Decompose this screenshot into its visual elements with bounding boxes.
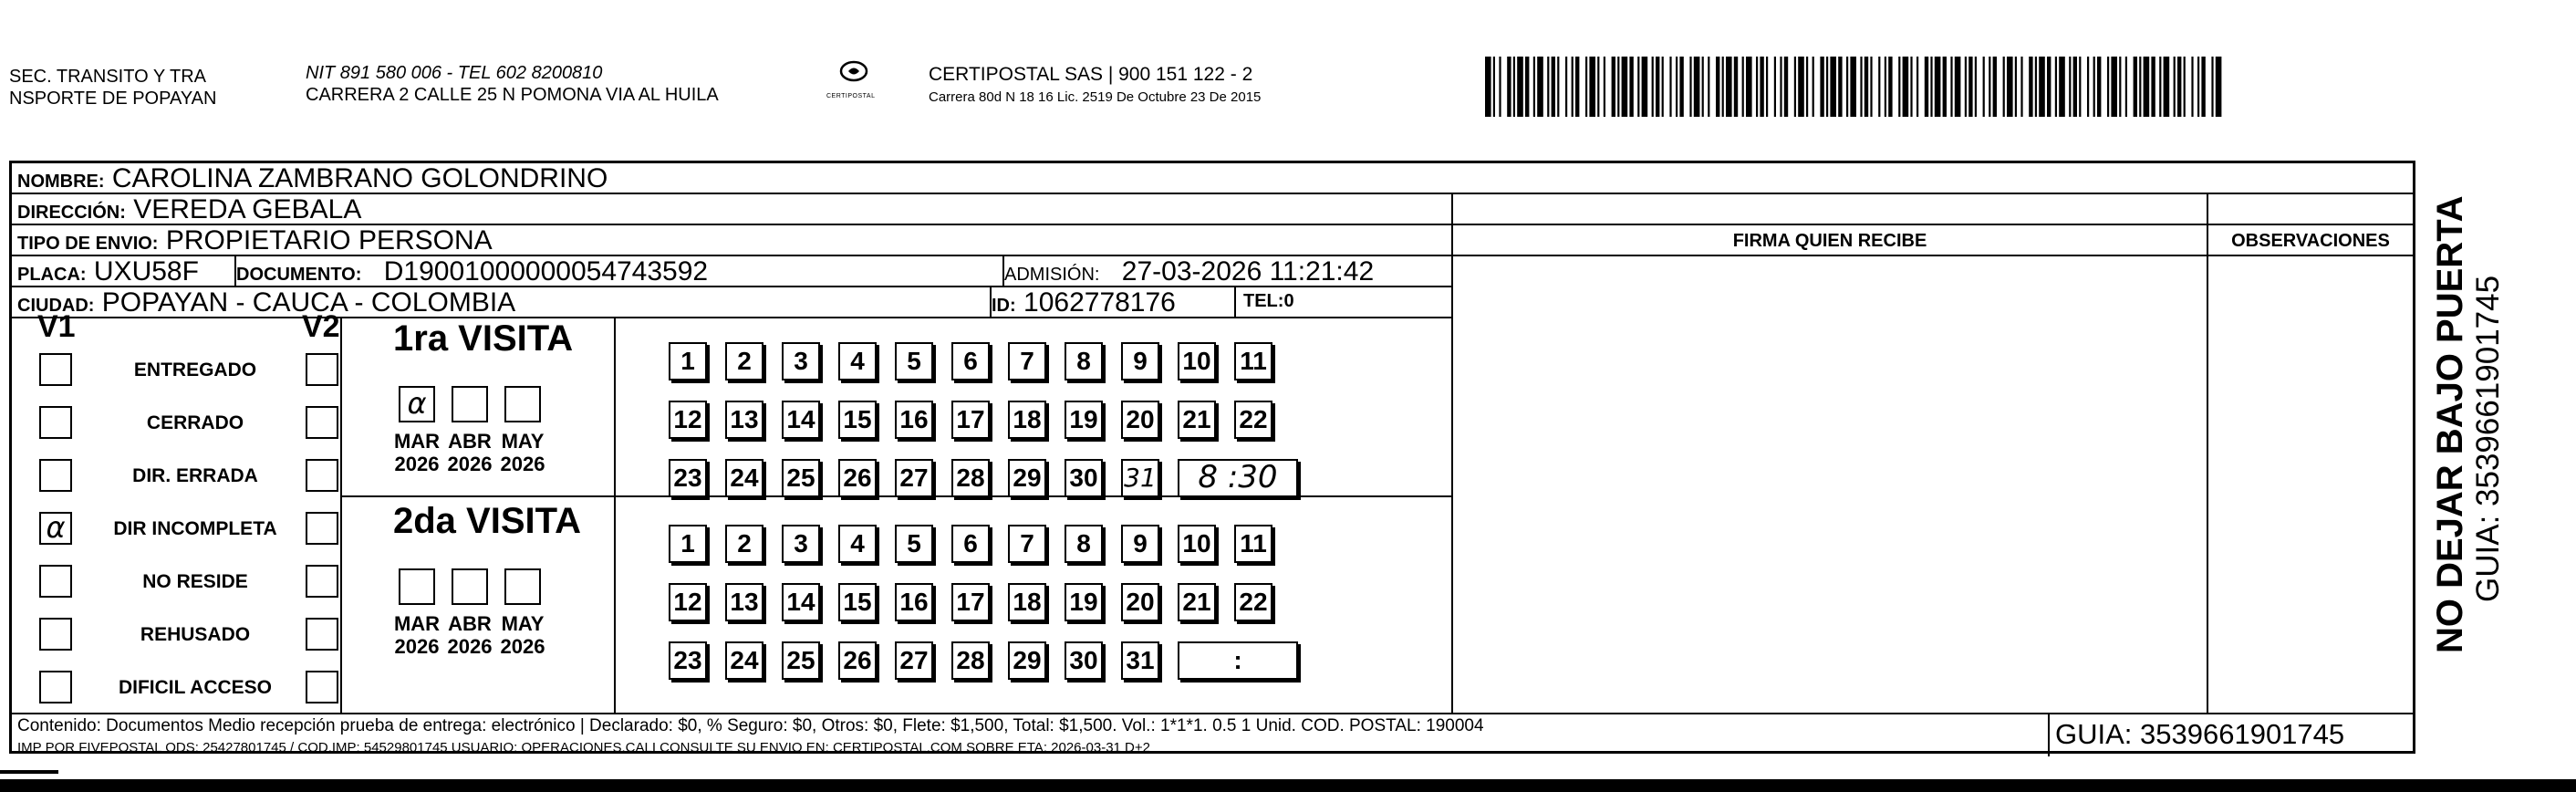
barcode-bar — [2201, 57, 2205, 117]
barcode-bar — [1950, 57, 1952, 117]
barcode-bar — [2197, 57, 2199, 117]
visit1-month-checkbox[interactable] — [504, 386, 541, 422]
visit1-day-box[interactable]: 27 — [895, 459, 933, 497]
barcode-bar — [2079, 57, 2081, 117]
observaciones-field[interactable] — [2208, 256, 2413, 713]
v1-checkbox[interactable] — [39, 671, 72, 703]
sender-entity-line1: SEC. TRANSITO Y TRA — [9, 67, 206, 87]
v1-checkbox[interactable]: α — [39, 512, 72, 545]
ciudad-value: POPAYAN - CAUCA - COLOMBIA — [101, 287, 516, 318]
barcode-bar — [1965, 57, 1967, 117]
barcode-bar — [2177, 57, 2181, 117]
barcode — [1485, 57, 2224, 117]
visit1-day-box[interactable]: 4 — [838, 342, 877, 380]
visit1-month-year: 2026 — [500, 453, 545, 475]
v1-checkbox[interactable] — [39, 618, 72, 651]
barcode-bar — [1689, 57, 1691, 117]
status-option-label: DIR. ERRADA — [132, 465, 258, 486]
barcode-bar — [2097, 57, 2101, 117]
barcode-bar — [2035, 57, 2037, 117]
sender-entity-line2: NSPORTE DE POPAYAN — [9, 89, 217, 109]
barcode-bar — [1597, 57, 1599, 117]
visit1-month-name: ABR — [448, 430, 492, 453]
visit2-month-name: MAR — [393, 612, 441, 635]
visit1-day-box[interactable]: 11 — [1234, 342, 1272, 380]
barcode-bar — [1943, 57, 1947, 117]
sender-nit: NIT 891 580 006 - TEL 602 8200810 — [306, 63, 603, 83]
documento-value: D19001000000054743592 — [383, 256, 709, 287]
courier-logo — [826, 57, 885, 99]
courier-license: Carrera 80d N 18 16 Lic. 2519 De Octubre 23 De 2015 — [929, 89, 1262, 105]
visit1-day-box[interactable]: 17 — [951, 401, 990, 439]
barcode-bar — [2191, 57, 2193, 117]
admision-label: ADMISIÓN: — [1004, 265, 1100, 285]
barcode-bar — [2119, 57, 2121, 117]
divider — [12, 713, 2413, 714]
visit1-month-label — [497, 430, 548, 475]
visit2-month-label — [444, 612, 495, 658]
courier-info — [929, 64, 1261, 105]
admision-cell — [1004, 256, 1374, 287]
status-option-label: REHUSADO — [140, 624, 251, 645]
status-option-label: NO RESIDE — [142, 571, 248, 592]
visit1-day-box[interactable]: 24 — [725, 459, 763, 497]
barcode-bar — [1860, 57, 1862, 117]
barcode-bar — [1993, 57, 1997, 117]
visit1-month-year: 2026 — [447, 453, 493, 475]
visit2-day-box[interactable]: 27 — [895, 641, 933, 680]
visit2-day-box[interactable]: 26 — [838, 641, 877, 680]
id-value: 1062778176 — [1023, 287, 1176, 318]
visit1-day-box[interactable]: 7 — [1008, 342, 1046, 380]
direccion-row — [12, 194, 2413, 225]
visit2-day-box[interactable]: 1 — [669, 525, 707, 563]
divider — [234, 256, 236, 287]
barcode-bar — [1794, 57, 1796, 117]
visit2-day-box[interactable]: 2 — [725, 525, 763, 563]
visit1-day-box[interactable]: 26 — [838, 459, 877, 497]
v1-label: V1 — [37, 309, 76, 344]
barcode-bar — [1676, 57, 1678, 117]
barcode-bar — [2059, 57, 2065, 117]
barcode-bar — [1774, 57, 1776, 117]
divider — [1234, 287, 1236, 318]
visit2-day-box[interactable]: 17 — [951, 583, 990, 621]
barcode-bar — [1642, 57, 1648, 117]
tel-cell — [1243, 291, 1294, 312]
barcode-bar — [1557, 57, 1559, 117]
visit2-day-box[interactable]: 19 — [1065, 583, 1103, 621]
observaciones-header: OBSERVACIONES — [2208, 225, 2413, 256]
visit2-title: 2da VISITA — [393, 501, 581, 541]
divider — [2048, 713, 2050, 756]
barcode-bar — [1864, 57, 1868, 117]
barcode-bar — [1870, 57, 1872, 117]
visit2-day-box[interactable]: 7 — [1008, 525, 1046, 563]
barcode-bar — [1525, 57, 1529, 117]
barcode-bar — [1916, 57, 1918, 117]
visit2-day-box[interactable]: 18 — [1008, 583, 1046, 621]
v2-checkbox[interactable] — [306, 459, 338, 492]
barcode-bar — [1888, 57, 1892, 117]
barcode-bar — [2107, 57, 2109, 117]
barcode-bar — [1612, 57, 1615, 117]
barcode-bar — [1507, 57, 1511, 117]
visit2-day-box[interactable]: 16 — [895, 583, 933, 621]
visit2-day-box[interactable]: 23 — [669, 641, 707, 680]
barcode-bar — [2087, 57, 2089, 117]
v2-checkbox[interactable] — [306, 512, 338, 545]
documento-cell — [236, 256, 708, 287]
status-option-label: CERRADO — [146, 412, 244, 433]
bottom-band — [0, 779, 2576, 792]
barcode-bar — [1784, 57, 1788, 117]
visit1-day-box[interactable]: 1 — [669, 342, 707, 380]
firma-field[interactable] — [1453, 256, 2207, 713]
visit1-month-label — [391, 430, 442, 475]
visit1-day-box[interactable]: 14 — [782, 401, 820, 439]
barcode-bar — [1726, 57, 1732, 117]
status-option-label: DIFICIL ACCESO — [118, 677, 272, 698]
barcode-bar — [2029, 57, 2032, 117]
v2-checkbox[interactable] — [306, 406, 338, 439]
barcode-bar — [2144, 57, 2150, 117]
visit2-day-box[interactable]: 11 — [1234, 525, 1272, 563]
visit1-day-box[interactable]: 16 — [895, 401, 933, 439]
admision-value: 27-03-2026 11:21:42 — [1121, 256, 1375, 287]
barcode-bar — [1652, 57, 1654, 117]
sender-address: CARRERA 2 CALLE 25 N POMONA VIA AL HUILA — [306, 85, 719, 105]
delivery-form — [9, 161, 2415, 754]
divider — [614, 318, 616, 713]
barcode-bar — [2047, 57, 2051, 117]
nombre-value: CAROLINA ZAMBRANO GOLONDRINO — [111, 163, 608, 193]
barcode-bar — [1930, 57, 1932, 117]
visit2-month-name: ABR — [448, 612, 492, 635]
barcode-bar — [1552, 57, 1555, 117]
barcode-bar — [2159, 57, 2161, 117]
courier-name: CERTIPOSTAL SAS | 900 151 122 - 2 — [929, 64, 1253, 85]
barcode-bar — [1694, 57, 1700, 117]
visit1-month-year: 2026 — [394, 453, 440, 475]
barcode-bar — [1547, 57, 1549, 117]
visit2-day-box[interactable]: 22 — [1234, 583, 1272, 621]
side-warning: NO DEJAR BAJO PUERTA — [2430, 195, 2470, 653]
visit2-day-box[interactable]: 29 — [1008, 641, 1046, 680]
visit2-day-box[interactable]: 14 — [782, 583, 820, 621]
barcode-bar — [1766, 57, 1768, 117]
visit2-day-box[interactable]: 25 — [782, 641, 820, 680]
ciudad-label: CIUDAD: — [17, 296, 95, 316]
barcode-bar — [1533, 57, 1535, 117]
visit1-day-box[interactable]: 13 — [725, 401, 763, 439]
barcode-bar — [1850, 57, 1856, 117]
barcode-bar — [1898, 57, 1900, 117]
visit1-day-box[interactable]: 23 — [669, 459, 707, 497]
v2-checkbox[interactable] — [306, 671, 338, 703]
barcode-bar — [2125, 57, 2127, 117]
visit2-day-box[interactable]: 9 — [1121, 525, 1159, 563]
footer-guia: GUIA: 3539661901745 — [2055, 718, 2345, 750]
barcode-bar — [1637, 57, 1639, 117]
courier-logo-text: CERTIPOSTAL — [826, 93, 876, 99]
barcode-bar — [1565, 57, 1567, 117]
visit1-month-checkbox[interactable] — [452, 386, 488, 422]
visit2-month-label — [391, 612, 442, 658]
visit2-day-box[interactable]: 31 — [1121, 641, 1159, 680]
barcode-bar — [1968, 57, 1972, 117]
documento-label: DOCUMENTO: — [236, 265, 362, 285]
visit2-month-checkbox[interactable] — [452, 568, 488, 605]
barcode-bar — [2134, 57, 2137, 117]
barcode-bar — [1826, 57, 1828, 117]
placa-label: PLACA: — [17, 265, 87, 285]
visit1-day-box[interactable]: 19 — [1065, 401, 1103, 439]
barcode-bar — [2111, 57, 2117, 117]
barcode-bar — [1499, 57, 1501, 117]
tel-label: TEL: — [1243, 291, 1284, 311]
barcode-bar — [2164, 57, 2170, 117]
barcode-bar — [1716, 57, 1719, 117]
barcode-bar — [1572, 57, 1574, 117]
barcode-bar — [1604, 57, 1605, 117]
v1-checkbox[interactable] — [39, 459, 72, 492]
barcode-bar — [1935, 57, 1941, 117]
visit1-day-box[interactable]: 31 — [1121, 459, 1159, 497]
id-label: ID: — [992, 296, 1016, 316]
barcode-bar — [1669, 57, 1671, 117]
barcode-bar — [2069, 57, 2071, 117]
footer-imp: IMP POR FIVEPOSTAL ODS: 25427801745 / COD.IMP: 54529801745 USUARIO: OPERACIONES.CALI CONSULTE SU ENVIO EN: CERTIPOSTAL.COM SOBRE ETA: 2026-03-31 D+2 — [17, 740, 1150, 756]
barcode-bar — [1878, 57, 1880, 117]
visit1-day-box[interactable]: 18 — [1008, 401, 1046, 439]
barcode-bar — [2055, 57, 2057, 117]
footer-contenido: Contenido: Documentos Medio recepción prueba de entrega: electrónico | Declarado: $0, % Seguro: $0, Otros: $0, Flete: $1,500, Total: $1,500. Vol.: 1*1*1. 0.5 1 Unid. COD. POSTAL: 190004 — [17, 716, 1484, 735]
barcode-bar — [1513, 57, 1515, 117]
barcode-bar — [1798, 57, 1804, 117]
barcode-bar — [1846, 57, 1848, 117]
barcode-bar — [1702, 57, 1704, 117]
barcode-bar — [2093, 57, 2095, 117]
barcode-bar — [2003, 57, 2005, 117]
visit2-month-checkbox[interactable] — [504, 568, 541, 605]
visit1-day-box[interactable]: 9 — [1121, 342, 1159, 380]
visit2-day-box[interactable]: 28 — [951, 641, 990, 680]
divider — [990, 287, 992, 318]
v1-checkbox[interactable] — [39, 406, 72, 439]
visit1-month-label — [444, 430, 495, 475]
divider — [1002, 256, 1004, 287]
visit2-time-box[interactable]: : — [1178, 641, 1298, 680]
visit2-day-box[interactable]: 30 — [1065, 641, 1103, 680]
visit1-month-checkbox[interactable]: α — [399, 386, 435, 422]
visit1-day-box[interactable]: 21 — [1178, 401, 1216, 439]
barcode-bar — [1585, 57, 1587, 117]
barcode-bar — [1925, 57, 1928, 117]
barcode-bar — [1760, 57, 1763, 117]
visit2-day-box[interactable]: 5 — [895, 525, 933, 563]
sender-entity — [9, 66, 216, 109]
tel-value: 0 — [1283, 291, 1294, 311]
barcode-bar — [1813, 57, 1814, 117]
visit1-day-box[interactable]: 29 — [1008, 459, 1046, 497]
nombre-row — [12, 163, 2413, 194]
barcode-bar — [1575, 57, 1579, 117]
barcode-bar — [1910, 57, 1912, 117]
barcode-bar — [1742, 57, 1744, 117]
visit1-day-box[interactable]: 3 — [782, 342, 820, 380]
visit1-day-box[interactable]: 5 — [895, 342, 933, 380]
tipo-value: PROPIETARIO PERSONA — [165, 225, 493, 255]
barcode-bar — [2015, 57, 2017, 117]
v1-checkbox[interactable] — [39, 353, 72, 386]
barcode-bar — [1806, 57, 1808, 117]
barcode-bar — [1756, 57, 1758, 117]
barcode-bar — [1517, 57, 1523, 117]
barcode-bar — [2151, 57, 2155, 117]
barcode-bar — [2007, 57, 2013, 117]
visit2-month-label — [497, 612, 548, 658]
visit1-day-box[interactable]: 6 — [951, 342, 990, 380]
visit2-day-box[interactable]: 24 — [725, 641, 763, 680]
barcode-bar — [1589, 57, 1595, 117]
visit1-day-box[interactable]: 25 — [782, 459, 820, 497]
v2-label: V2 — [302, 309, 340, 344]
visit2-month-name: MAY — [501, 612, 545, 635]
direccion-value: VEREDA GEBALA — [133, 194, 362, 224]
visit2-day-box[interactable]: 8 — [1065, 525, 1103, 563]
barcode-bar — [2211, 57, 2213, 117]
visit2-day-box[interactable]: 6 — [951, 525, 990, 563]
barcode-bar — [1780, 57, 1781, 117]
visit1-day-box[interactable]: 15 — [838, 401, 877, 439]
visit2-day-box[interactable]: 12 — [669, 583, 707, 621]
barcode-bar — [1734, 57, 1738, 117]
visit2-day-box[interactable]: 13 — [725, 583, 763, 621]
barcode-bar — [1629, 57, 1633, 117]
visit2-month-checkbox[interactable] — [399, 568, 435, 605]
barcode-bar — [2184, 57, 2186, 117]
barcode-bar — [1679, 57, 1683, 117]
barcode-bar — [1493, 57, 1495, 117]
visit2-day-box[interactable]: 15 — [838, 583, 877, 621]
visit1-time-box[interactable]: 8 :30 — [1178, 459, 1298, 497]
barcode-bar — [1622, 57, 1628, 117]
id-cell — [992, 287, 1176, 318]
visit1-day-box[interactable]: 28 — [951, 459, 990, 497]
barcode-bar — [1989, 57, 1990, 117]
visit1-month-name: MAR — [393, 430, 441, 453]
barcode-bar — [1830, 57, 1836, 117]
visit1-day-box[interactable]: 30 — [1065, 459, 1103, 497]
visit2-day-box[interactable]: 3 — [782, 525, 820, 563]
barcode-bar — [1746, 57, 1752, 117]
visit2-month-year: 2026 — [447, 635, 493, 658]
visit1-day-box[interactable]: 22 — [1234, 401, 1272, 439]
barcode-bar — [1722, 57, 1724, 117]
barcode-bar — [1975, 57, 1977, 117]
barcode-bar — [2020, 57, 2022, 117]
corner-mark — [0, 770, 58, 774]
visit1-title: 1ra VISITA — [393, 318, 574, 359]
v2-checkbox[interactable] — [306, 618, 338, 651]
tipo-label: TIPO DE ENVIO: — [17, 234, 159, 254]
placa-row — [12, 256, 1451, 287]
side-guia: GUIA: 3539661901745 — [2470, 275, 2506, 602]
status-option-label: ENTREGADO — [133, 360, 257, 380]
barcode-bar — [1903, 57, 1909, 117]
visit1-day-box[interactable]: 12 — [669, 401, 707, 439]
visit2-day-box[interactable]: 4 — [838, 525, 877, 563]
barcode-bar — [2039, 57, 2045, 117]
visit2-day-box[interactable]: 20 — [1121, 583, 1159, 621]
direccion-label: DIRECCIÓN: — [17, 203, 126, 223]
barcode-bar — [1662, 57, 1664, 117]
placa-value: UXU58F — [93, 256, 199, 287]
barcode-bar — [1838, 57, 1842, 117]
visit1-day-box[interactable]: 2 — [725, 342, 763, 380]
barcode-bar — [2073, 57, 2077, 117]
visit2-day-box[interactable]: 10 — [1178, 525, 1216, 563]
sender-contact — [306, 62, 719, 106]
visit2-day-box[interactable]: 21 — [1178, 583, 1216, 621]
visit2-month-year: 2026 — [500, 635, 545, 658]
barcode-bar — [2139, 57, 2141, 117]
divider — [340, 318, 342, 713]
v2-checkbox[interactable] — [306, 353, 338, 386]
visit1-day-box[interactable]: 8 — [1065, 342, 1103, 380]
barcode-bar — [1885, 57, 1886, 117]
barcode-bar — [1617, 57, 1619, 117]
nombre-label: NOMBRE: — [17, 172, 105, 192]
visit2-month-year: 2026 — [394, 635, 440, 658]
visit1-day-box[interactable]: 20 — [1121, 401, 1159, 439]
barcode-bar — [2174, 57, 2176, 117]
barcode-bar — [1820, 57, 1823, 117]
courier-logo-icon — [826, 57, 881, 91]
barcode-bar — [2216, 57, 2222, 117]
visit1-day-box[interactable]: 10 — [1178, 342, 1216, 380]
visit1-month-name: MAY — [501, 430, 545, 453]
v2-checkbox[interactable] — [306, 565, 338, 598]
barcode-bar — [1656, 57, 1659, 117]
barcode-bar — [1708, 57, 1709, 117]
barcode-bar — [1485, 57, 1491, 117]
v1-checkbox[interactable] — [39, 565, 72, 598]
status-option-label: DIR INCOMPLETA — [113, 518, 277, 539]
barcode-bar — [1537, 57, 1543, 117]
barcode-bar — [1983, 57, 1985, 117]
firma-header: FIRMA QUIEN RECIBE — [1453, 225, 2207, 256]
barcode-bar — [1955, 57, 1961, 117]
